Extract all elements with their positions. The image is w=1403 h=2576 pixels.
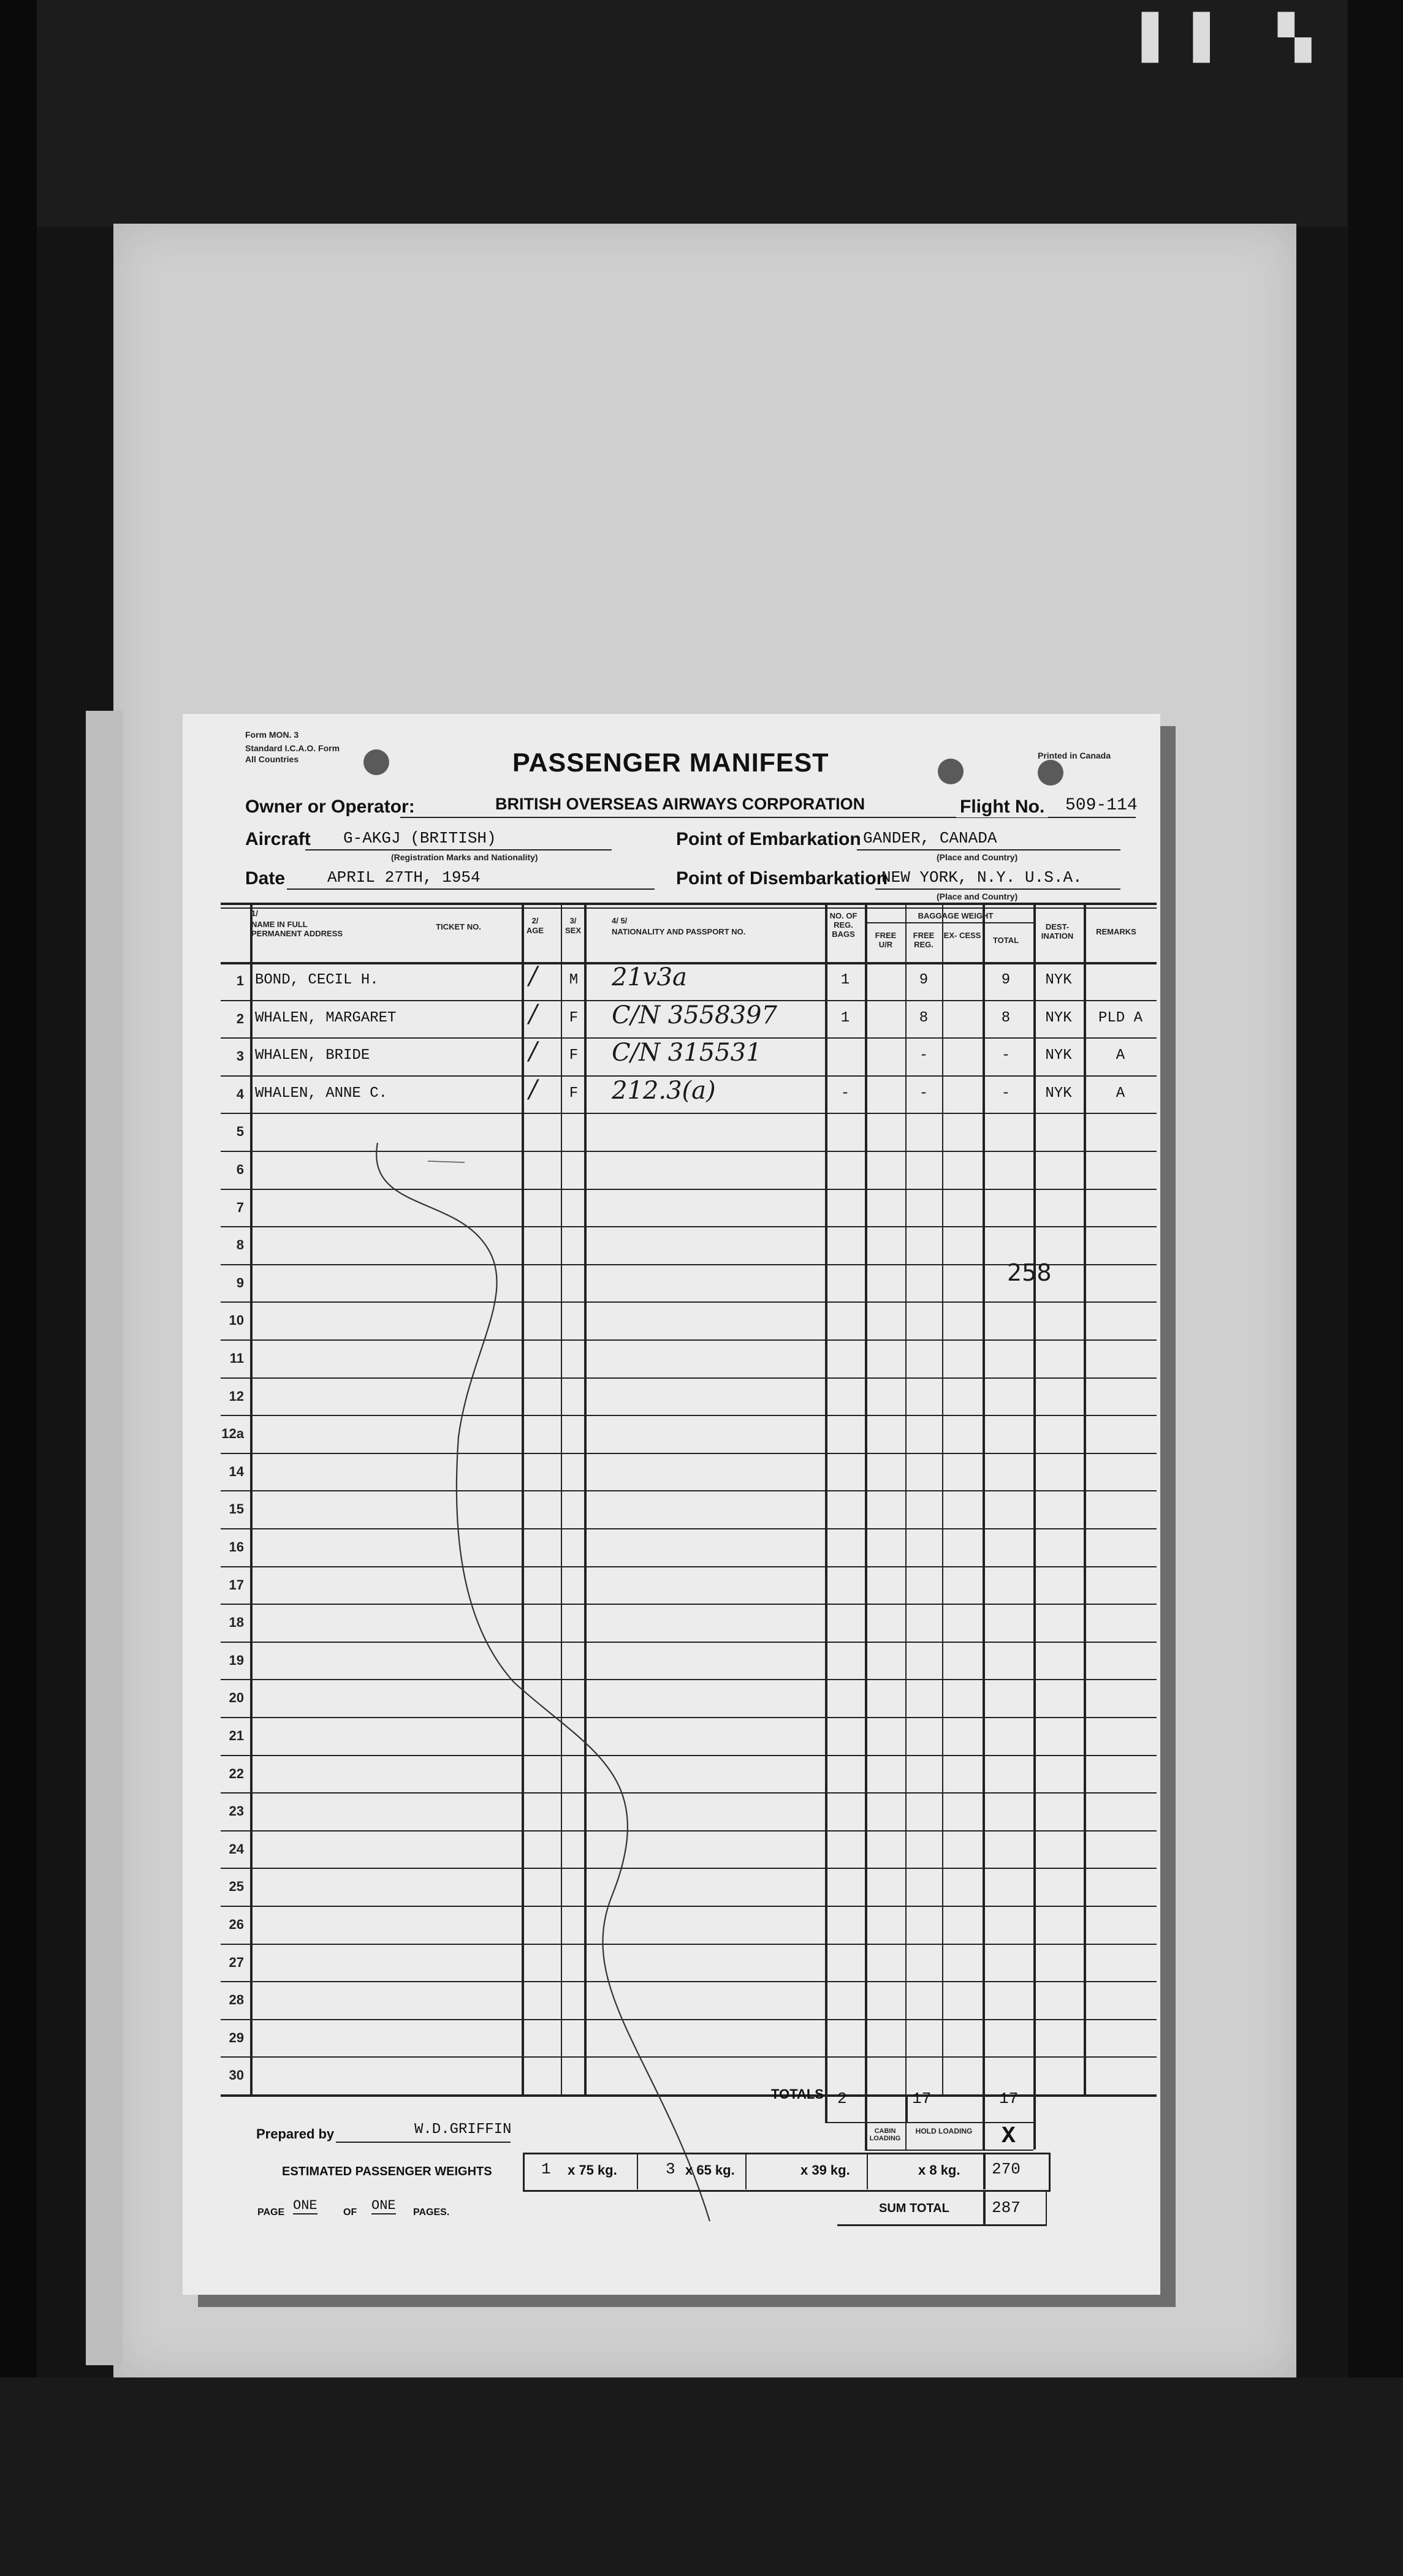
passenger-total: - [1001,1047,1011,1064]
estimated-weights-label: ESTIMATED PASSENGER WEIGHTS [282,2165,492,2178]
grid-line [250,903,253,2094]
estimated-total: 270 [992,2160,1021,2178]
row-number: 19 [229,1652,244,1668]
row-number: 14 [229,1463,244,1479]
aircraft-label: Aircraft [245,829,311,849]
pages-label: PAGES. [413,2207,450,2218]
row-number: 24 [229,1841,244,1857]
grid-line [1033,903,1036,2094]
col-ticket: TICKET NO. [436,922,481,931]
handwritten-note: 258 [1007,1259,1052,1286]
row-number: 8 [236,1237,244,1253]
grid-line [221,907,1157,909]
weight-1-count: 1 [541,2160,551,2178]
grid-line [221,1113,1157,1114]
grid-line [905,2094,908,2122]
hold-loading: HOLD LOADING [915,2127,973,2135]
grid-line [1084,903,1086,2094]
row-number: 28 [229,1992,244,2008]
passenger-nationality: C/N 3558397 [612,1001,777,1029]
embarkation-value: GANDER, CANADA [863,829,997,847]
standard-line-1: Standard I.C.A.O. Form [245,743,340,753]
passenger-nationality: 21v3a [612,963,687,991]
row-number: 27 [229,1954,244,1970]
film-left-strip [0,0,37,2576]
grid-line [905,903,907,2094]
row-number: 22 [229,1765,244,1781]
aircraft-value: G-AKGJ (BRITISH) [343,829,496,847]
aircraft-caption: (Registration Marks and Nationality) [391,852,538,862]
totals-total: 17 [999,2089,1019,2108]
grid-line [983,2122,985,2150]
form-number: Form MON. 3 [245,730,299,740]
row-number: 18 [229,1615,244,1631]
flight-value: 509-114 [1065,796,1138,815]
sum-total-label: SUM TOTAL [879,2202,949,2215]
col-nat-number: 4/ 5/ [612,916,628,925]
date-line [287,888,655,890]
grid-line [221,962,1157,964]
col-age: AGE [526,926,544,935]
passenger-name: WHALEN, MARGARET [255,1009,397,1026]
passenger-nationality: 212.3(a) [612,1076,716,1105]
passenger-bags: 1 [840,1009,850,1026]
cabin-loading: CABIN LOADING [869,2127,901,2142]
weights-divider [637,2154,638,2189]
prepared-line [336,2142,511,2143]
passenger-bags: 1 [840,972,850,988]
row-number: 15 [229,1501,244,1517]
owner-value: BRITISH OVERSEAS AIRWAYS CORPORATION [495,795,865,813]
weights-divider [745,2154,747,2189]
row-number: 21 [229,1728,244,1743]
sum-total-value: 287 [992,2199,1021,2217]
frame-mark: ▌▌ ▚ [1142,12,1329,63]
weight-3-unit: x 39 kg. [800,2162,850,2178]
passenger-age-mark: / [529,999,538,1028]
of-value: ONE [371,2198,396,2213]
col-baggage-weight: BAGGAGE WEIGHT [918,911,994,920]
weight-2-unit: x 65 kg. [685,2162,735,2178]
grid-line [983,2094,985,2122]
weight-4-unit: x 8 kg. [918,2162,960,2178]
grid-line [865,2150,1033,2151]
col-sex-number: 3/ [569,916,577,925]
weights-divider [867,2154,868,2189]
film-bottom-strip [0,2377,1403,2576]
passenger-free-reg: 8 [919,1009,929,1026]
totals-free-reg: 17 [912,2089,932,2108]
row-number: 17 [229,1577,244,1593]
col-destination: DEST- INATION [1041,922,1074,941]
passenger-total: 8 [1001,1009,1011,1026]
totals-bags: 2 [837,2089,847,2108]
passenger-free-reg: - [919,1047,929,1064]
grid-line [865,922,1033,923]
grid-line [825,2094,827,2122]
passenger-free-reg: 9 [919,972,929,988]
backing-edge [86,711,123,2365]
passenger-sex: F [569,1085,579,1102]
passenger-age-mark: / [529,1037,538,1066]
film-right-strip [1348,0,1403,2576]
prepared-label: Prepared by [256,2126,335,2142]
disembarkation-label: Point of Disembarkation [676,868,888,888]
col-name-number: 1/ [251,909,258,918]
grid-line [905,2122,907,2150]
punch-hole [938,759,964,784]
sum-divider [983,2191,986,2226]
col-nationality: NATIONALITY AND PASSPORT NO. [612,927,746,936]
passenger-total: - [1001,1085,1011,1102]
row-number: 10 [229,1313,244,1328]
grid-line [1033,2122,1036,2150]
passenger-destination: NYK [1045,1047,1072,1064]
row-number: 20 [229,1690,244,1706]
date-label: Date [245,868,286,888]
row-number: 29 [229,2029,244,2045]
passenger-remarks: A [1116,1085,1125,1102]
disembarkation-value: NEW YORK, N.Y. U.S.A. [881,868,1082,887]
manifest-form [183,714,1160,2295]
row-number: 2 [236,1010,244,1026]
page-value: ONE [293,2198,317,2213]
sum-divider [1046,2191,1047,2226]
row-number: 9 [236,1275,244,1290]
printed-in: Printed in Canada [1038,751,1111,760]
grid-line [825,903,827,2094]
page-label: PAGE [257,2207,285,2218]
grid-line [865,2094,867,2122]
row-number: 12a [221,1426,244,1442]
passenger-sex: M [569,972,579,988]
row-number: 3 [236,1048,244,1064]
col-age-number: 2/ [531,916,539,925]
col-free-reg: FREE REG. [913,931,935,949]
passenger-nationality: C/N 315531 [612,1039,762,1067]
col-total: TOTAL [992,936,1019,945]
row-number: 16 [229,1539,244,1555]
owner-label: Owner or Operator: [245,797,415,817]
embarkation-line [857,849,1120,850]
row-number: 11 [229,1351,244,1366]
disembarkation-line [875,888,1120,890]
passenger-free-reg: - [919,1085,929,1102]
row-number: 5 [236,1124,244,1140]
row-number: 26 [229,1917,244,1932]
embarkation-caption: (Place and Country) [937,852,1018,862]
passenger-destination: NYK [1045,972,1072,988]
row-number: 25 [229,1879,244,1895]
passenger-remarks: PLD A [1098,1009,1143,1026]
passenger-sex: F [569,1009,579,1026]
passenger-age-mark: / [529,962,538,990]
passenger-remarks: A [1116,1047,1125,1064]
punch-hole [363,749,389,775]
row-number: 30 [229,2067,244,2083]
aircraft-line [305,849,612,850]
punch-hole [1038,760,1063,786]
standard-line-2: All Countries [245,754,299,764]
grid-line [983,903,985,2094]
passenger-name: BOND, CECIL H. [255,972,379,988]
row-number: 4 [236,1086,244,1102]
passenger-age-mark: / [529,1075,538,1104]
row-number: 23 [229,1803,244,1819]
grid-line [1033,2094,1036,2122]
of-label: OF [343,2207,357,2218]
weight-1-unit: x 75 kg. [568,2162,617,2178]
passenger-sex: F [569,1047,579,1064]
squiggle-line [367,1131,734,2233]
passenger-name: WHALEN, BRIDE [255,1047,370,1064]
row-number: 12 [229,1388,244,1404]
passenger-total: 9 [1001,972,1011,988]
col-remarks: REMARKS [1096,927,1136,936]
passenger-destination: NYK [1045,1085,1072,1102]
row-number: 1 [236,973,244,988]
weight-2-count: 3 [666,2160,675,2178]
col-free-ur: FREE U/R [875,931,897,949]
row-number: 6 [236,1162,244,1177]
grid-line [942,903,943,2094]
flight-label: Flight No. [956,797,1048,817]
col-name: NAME IN FULL PERMANENT ADDRESS [251,920,343,938]
passenger-destination: NYK [1045,1009,1072,1026]
col-bags: NO. OF REG. BAGS [829,911,857,939]
totals-label: TOTALS [771,2086,824,2102]
form-title: PASSENGER MANIFEST [512,748,829,778]
prepared-value: W.D.GRIFFIN [414,2121,512,2138]
passenger-name: WHALEN, ANNE C. [255,1085,388,1102]
passenger-bags: - [840,1085,850,1102]
grid-line [221,903,1157,905]
col-sex: SEX [565,926,581,935]
grid-line [865,903,867,2094]
col-excess: EX- CESS [943,931,981,940]
date-value: APRIL 27TH, 1954 [327,868,481,887]
disembarkation-caption: (Place and Country) [937,892,1018,901]
embarkation-label: Point of Embarkation [676,829,861,849]
x-mark: X [1002,2123,1016,2150]
row-number: 7 [236,1199,244,1215]
weights-divider [983,2154,986,2189]
